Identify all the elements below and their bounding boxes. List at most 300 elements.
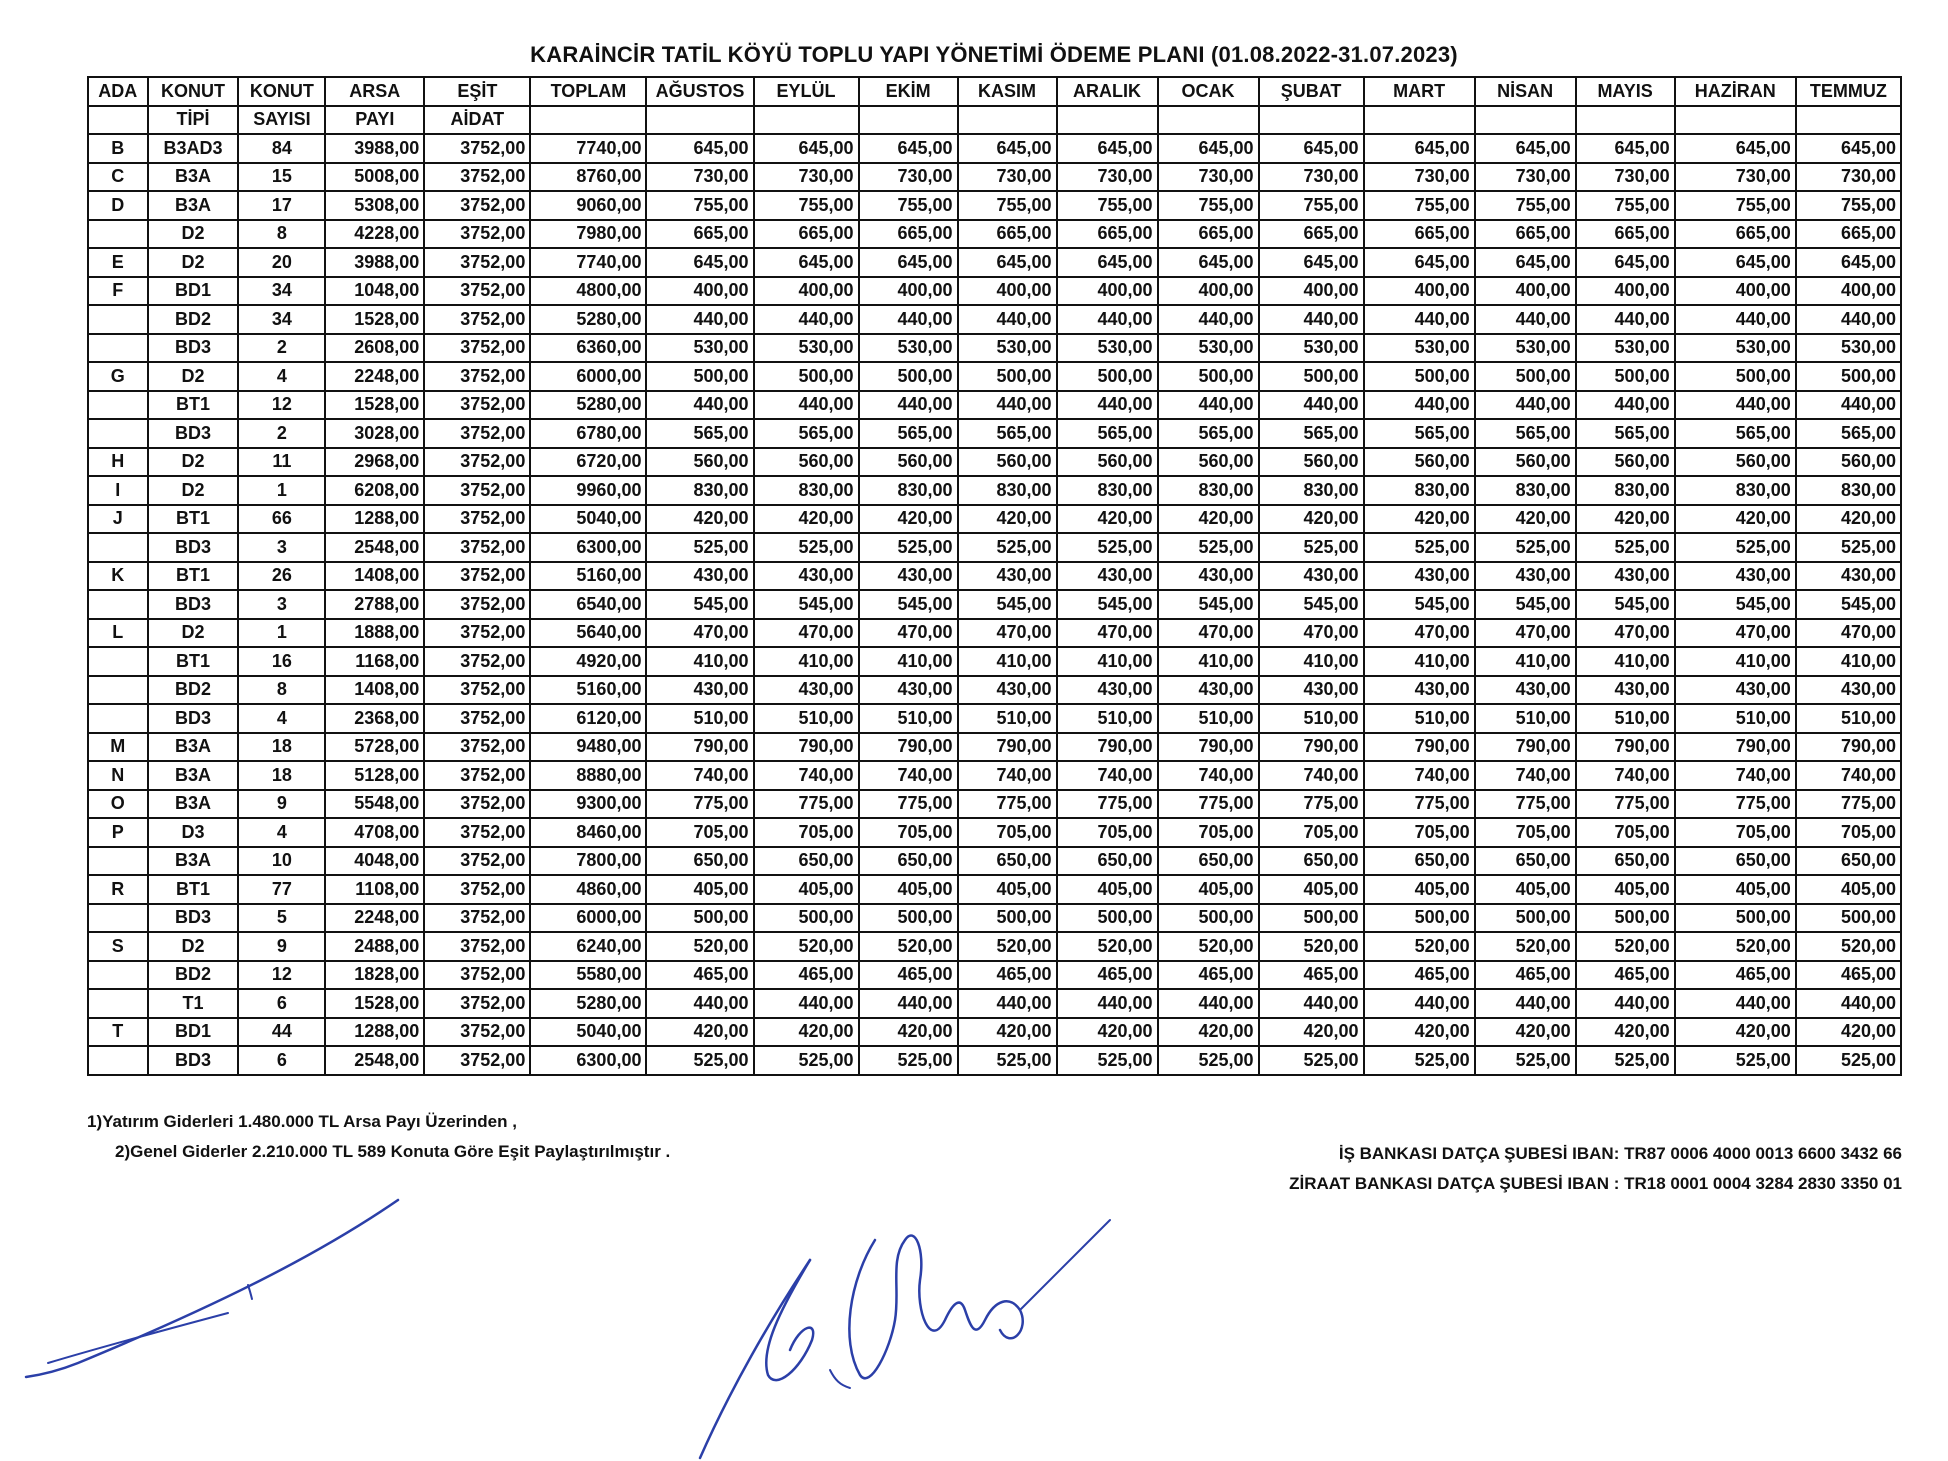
monthly-payment-cell: 560,00 [1475,448,1576,477]
monthly-payment-cell: 410,00 [1158,647,1259,676]
monthly-payment-cell: 520,00 [859,932,958,961]
monthly-payment-cell: 525,00 [958,1046,1057,1075]
monthly-payment-cell: 405,00 [1259,875,1364,904]
monthly-payment-cell: 705,00 [958,818,1057,847]
monthly-payment-cell: 500,00 [859,904,958,933]
ada-cell [88,334,148,363]
konut-tipi-cell: BD3 [148,533,239,562]
toplam-cell: 7740,00 [530,134,646,163]
toplam-cell: 6780,00 [530,419,646,448]
monthly-payment-cell: 440,00 [646,989,753,1018]
monthly-payment-cell: 545,00 [1158,590,1259,619]
monthly-payment-cell: 430,00 [1576,676,1675,705]
monthly-payment-cell: 560,00 [1796,448,1901,477]
monthly-payment-cell: 420,00 [1259,505,1364,534]
monthly-payment-cell: 500,00 [1057,362,1158,391]
konut-tipi-cell: BD3 [148,704,239,733]
monthly-payment-cell: 465,00 [754,961,859,990]
monthly-payment-cell: 650,00 [1259,847,1364,876]
monthly-payment-cell: 830,00 [1796,476,1901,505]
konut-tipi-cell: D2 [148,448,239,477]
table-row [88,419,1901,448]
monthly-payment-cell: 510,00 [646,704,753,733]
monthly-payment-cell: 705,00 [859,818,958,847]
monthly-payment-cell: 470,00 [859,619,958,648]
monthly-payment-cell: 645,00 [1675,134,1796,163]
monthly-payment-cell: 420,00 [958,505,1057,534]
monthly-payment-cell: 740,00 [1475,761,1576,790]
monthly-payment-cell: 740,00 [958,761,1057,790]
monthly-payment-cell: 440,00 [754,305,859,334]
esit-aidat-cell: 3752,00 [424,248,530,277]
monthly-payment-cell: 525,00 [1364,533,1475,562]
monthly-payment-cell: 665,00 [1057,220,1158,249]
ada-cell [88,847,148,876]
esit-aidat-cell: 3752,00 [424,476,530,505]
monthly-payment-cell: 420,00 [1475,1018,1576,1047]
monthly-payment-cell: 430,00 [1675,676,1796,705]
esit-aidat-cell: 3752,00 [424,733,530,762]
monthly-payment-cell: 530,00 [1259,334,1364,363]
monthly-payment-cell: 465,00 [1675,961,1796,990]
ada-cell: P [88,818,148,847]
monthly-payment-cell: 705,00 [754,818,859,847]
monthly-payment-cell: 465,00 [1576,961,1675,990]
konut-tipi-cell: D2 [148,476,239,505]
arsa-payi-cell: 5008,00 [325,163,424,192]
column-subheader [859,106,958,135]
monthly-payment-cell: 400,00 [859,277,958,306]
header-row-1 [88,77,1901,106]
monthly-payment-cell: 470,00 [646,619,753,648]
monthly-payment-cell: 645,00 [1364,248,1475,277]
monthly-payment-cell: 560,00 [1675,448,1796,477]
monthly-payment-cell: 775,00 [1475,790,1576,819]
column-subheader [530,106,646,135]
monthly-payment-cell: 510,00 [958,704,1057,733]
monthly-payment-cell: 755,00 [646,191,753,220]
monthly-payment-cell: 530,00 [1796,334,1901,363]
monthly-payment-cell: 665,00 [1259,220,1364,249]
monthly-payment-cell: 410,00 [1675,647,1796,676]
toplam-cell: 9060,00 [530,191,646,220]
monthly-payment-cell: 400,00 [1158,277,1259,306]
monthly-payment-cell: 775,00 [754,790,859,819]
monthly-payment-cell: 430,00 [1475,676,1576,705]
monthly-payment-cell: 525,00 [1796,1046,1901,1075]
monthly-payment-cell: 470,00 [754,619,859,648]
esit-aidat-cell: 3752,00 [424,220,530,249]
arsa-payi-cell: 2368,00 [325,704,424,733]
monthly-payment-cell: 565,00 [1475,419,1576,448]
ada-cell [88,961,148,990]
monthly-payment-cell: 405,00 [646,875,753,904]
monthly-payment-cell: 665,00 [1364,220,1475,249]
monthly-payment-cell: 740,00 [754,761,859,790]
monthly-payment-cell: 775,00 [1158,790,1259,819]
monthly-payment-cell: 420,00 [958,1018,1057,1047]
table-row [88,191,1901,220]
esit-aidat-cell: 3752,00 [424,391,530,420]
toplam-cell: 4800,00 [530,277,646,306]
monthly-payment-cell: 440,00 [1475,305,1576,334]
table-row [88,248,1901,277]
column-header: KONUT [148,77,239,106]
monthly-payment-cell: 830,00 [1364,476,1475,505]
konut-sayisi-cell: 17 [238,191,325,220]
monthly-payment-cell: 730,00 [958,163,1057,192]
ada-cell [88,647,148,676]
ada-cell: S [88,932,148,961]
table-row [88,875,1901,904]
monthly-payment-cell: 400,00 [646,277,753,306]
monthly-payment-cell: 545,00 [1576,590,1675,619]
table-row [88,847,1901,876]
toplam-cell: 6360,00 [530,334,646,363]
ada-cell: T [88,1018,148,1047]
monthly-payment-cell: 530,00 [1675,334,1796,363]
monthly-payment-cell: 775,00 [1364,790,1475,819]
monthly-payment-cell: 525,00 [859,1046,958,1075]
table-row [88,1018,1901,1047]
monthly-payment-cell: 645,00 [958,134,1057,163]
monthly-payment-cell: 775,00 [1796,790,1901,819]
konut-sayisi-cell: 15 [238,163,325,192]
monthly-payment-cell: 465,00 [859,961,958,990]
column-header: ARALIK [1057,77,1158,106]
arsa-payi-cell: 1168,00 [325,647,424,676]
monthly-payment-cell: 665,00 [958,220,1057,249]
monthly-payment-cell: 530,00 [1057,334,1158,363]
toplam-cell: 6540,00 [530,590,646,619]
monthly-payment-cell: 525,00 [754,533,859,562]
ada-cell [88,989,148,1018]
arsa-payi-cell: 1528,00 [325,391,424,420]
column-subheader [754,106,859,135]
monthly-payment-cell: 500,00 [1364,904,1475,933]
ada-cell: M [88,733,148,762]
monthly-payment-cell: 430,00 [859,676,958,705]
konut-sayisi-cell: 34 [238,277,325,306]
monthly-payment-cell: 420,00 [646,1018,753,1047]
konut-sayisi-cell: 11 [238,448,325,477]
monthly-payment-cell: 525,00 [1057,533,1158,562]
monthly-payment-cell: 755,00 [859,191,958,220]
monthly-payment-cell: 775,00 [1675,790,1796,819]
monthly-payment-cell: 430,00 [646,676,753,705]
monthly-payment-cell: 500,00 [958,904,1057,933]
monthly-payment-cell: 430,00 [1576,562,1675,591]
monthly-payment-cell: 400,00 [1796,277,1901,306]
esit-aidat-cell: 3752,00 [424,847,530,876]
monthly-payment-cell: 775,00 [646,790,753,819]
konut-sayisi-cell: 34 [238,305,325,334]
monthly-payment-cell: 705,00 [1576,818,1675,847]
esit-aidat-cell: 3752,00 [424,191,530,220]
monthly-payment-cell: 645,00 [1576,134,1675,163]
table-row [88,448,1901,477]
monthly-payment-cell: 650,00 [646,847,753,876]
monthly-payment-cell: 440,00 [1259,391,1364,420]
esit-aidat-cell: 3752,00 [424,419,530,448]
monthly-payment-cell: 645,00 [1259,248,1364,277]
column-subheader [88,106,148,135]
esit-aidat-cell: 3752,00 [424,362,530,391]
ada-cell [88,704,148,733]
monthly-payment-cell: 830,00 [958,476,1057,505]
monthly-payment-cell: 430,00 [1057,562,1158,591]
monthly-payment-cell: 500,00 [1364,362,1475,391]
monthly-payment-cell: 645,00 [1796,248,1901,277]
column-header: MAYIS [1576,77,1675,106]
konut-sayisi-cell: 2 [238,334,325,363]
konut-tipi-cell: B3A [148,761,239,790]
monthly-payment-cell: 525,00 [1576,1046,1675,1075]
ada-cell: C [88,163,148,192]
monthly-payment-cell: 430,00 [754,562,859,591]
esit-aidat-cell: 3752,00 [424,134,530,163]
arsa-payi-cell: 1288,00 [325,505,424,534]
ada-cell [88,904,148,933]
table-row [88,334,1901,363]
monthly-payment-cell: 420,00 [859,505,958,534]
monthly-payment-cell: 405,00 [1158,875,1259,904]
monthly-payment-cell: 400,00 [1364,277,1475,306]
konut-sayisi-cell: 84 [238,134,325,163]
toplam-cell: 4920,00 [530,647,646,676]
toplam-cell: 5280,00 [530,989,646,1018]
monthly-payment-cell: 440,00 [754,989,859,1018]
monthly-payment-cell: 740,00 [1057,761,1158,790]
monthly-payment-cell: 400,00 [958,277,1057,306]
monthly-payment-cell: 525,00 [1057,1046,1158,1075]
arsa-payi-cell: 3988,00 [325,134,424,163]
table-row [88,818,1901,847]
table-row [88,362,1901,391]
monthly-payment-cell: 645,00 [1259,134,1364,163]
monthly-payment-cell: 430,00 [1158,562,1259,591]
column-header: AĞUSTOS [646,77,753,106]
monthly-payment-cell: 645,00 [754,248,859,277]
column-header: OCAK [1158,77,1259,106]
arsa-payi-cell: 2788,00 [325,590,424,619]
monthly-payment-cell: 440,00 [1364,989,1475,1018]
monthly-payment-cell: 430,00 [859,562,958,591]
konut-tipi-cell: BD3 [148,1046,239,1075]
monthly-payment-cell: 645,00 [646,248,753,277]
konut-tipi-cell: BD2 [148,676,239,705]
monthly-payment-cell: 530,00 [1576,334,1675,363]
monthly-payment-cell: 440,00 [958,391,1057,420]
monthly-payment-cell: 520,00 [754,932,859,961]
monthly-payment-cell: 440,00 [1675,391,1796,420]
esit-aidat-cell: 3752,00 [424,875,530,904]
esit-aidat-cell: 3752,00 [424,676,530,705]
esit-aidat-cell: 3752,00 [424,277,530,306]
ada-cell [88,590,148,619]
monthly-payment-cell: 510,00 [859,704,958,733]
konut-sayisi-cell: 10 [238,847,325,876]
arsa-payi-cell: 2488,00 [325,932,424,961]
monthly-payment-cell: 645,00 [1158,248,1259,277]
monthly-payment-cell: 440,00 [1576,989,1675,1018]
monthly-payment-cell: 560,00 [1057,448,1158,477]
monthly-payment-cell: 440,00 [1158,391,1259,420]
table-row [88,904,1901,933]
monthly-payment-cell: 405,00 [1057,875,1158,904]
konut-sayisi-cell: 44 [238,1018,325,1047]
monthly-payment-cell: 705,00 [1675,818,1796,847]
ada-cell [88,305,148,334]
toplam-cell: 9480,00 [530,733,646,762]
toplam-cell: 7980,00 [530,220,646,249]
monthly-payment-cell: 650,00 [1475,847,1576,876]
monthly-payment-cell: 545,00 [646,590,753,619]
monthly-payment-cell: 790,00 [1158,733,1259,762]
monthly-payment-cell: 440,00 [1475,391,1576,420]
column-subheader [958,106,1057,135]
column-header: KONUT [238,77,325,106]
monthly-payment-cell: 790,00 [859,733,958,762]
monthly-payment-cell: 430,00 [1475,562,1576,591]
monthly-payment-cell: 565,00 [646,419,753,448]
note-investment-costs: 1)Yatırım Giderleri 1.480.000 TL Arsa Payı Üzerinden , [87,1112,517,1131]
konut-tipi-cell: B3AD3 [148,134,239,163]
monthly-payment-cell: 560,00 [859,448,958,477]
monthly-payment-cell: 420,00 [1576,1018,1675,1047]
esit-aidat-cell: 3752,00 [424,533,530,562]
monthly-payment-cell: 440,00 [1475,989,1576,1018]
column-subheader [1576,106,1675,135]
monthly-payment-cell: 440,00 [1158,305,1259,334]
esit-aidat-cell: 3752,00 [424,704,530,733]
monthly-payment-cell: 500,00 [1158,904,1259,933]
monthly-payment-cell: 420,00 [754,1018,859,1047]
monthly-payment-cell: 775,00 [1576,790,1675,819]
column-header: ŞUBAT [1259,77,1364,106]
konut-sayisi-cell: 9 [238,790,325,819]
konut-tipi-cell: B3A [148,191,239,220]
column-subheader [1057,106,1158,135]
monthly-payment-cell: 400,00 [1675,277,1796,306]
toplam-cell: 7800,00 [530,847,646,876]
monthly-payment-cell: 500,00 [1475,904,1576,933]
konut-sayisi-cell: 3 [238,590,325,619]
monthly-payment-cell: 440,00 [1675,989,1796,1018]
arsa-payi-cell: 3988,00 [325,248,424,277]
monthly-payment-cell: 530,00 [754,334,859,363]
konut-tipi-cell: BD3 [148,590,239,619]
table-row [88,305,1901,334]
monthly-payment-cell: 665,00 [1475,220,1576,249]
table-row [88,220,1901,249]
monthly-payment-cell: 510,00 [1576,704,1675,733]
monthly-payment-cell: 400,00 [754,277,859,306]
toplam-cell: 6300,00 [530,533,646,562]
monthly-payment-cell: 440,00 [958,305,1057,334]
monthly-payment-cell: 440,00 [646,391,753,420]
monthly-payment-cell: 790,00 [1796,733,1901,762]
monthly-payment-cell: 525,00 [859,533,958,562]
payment-plan-table [87,76,1902,1076]
monthly-payment-cell: 755,00 [1057,191,1158,220]
konut-sayisi-cell: 77 [238,875,325,904]
monthly-payment-cell: 525,00 [646,1046,753,1075]
monthly-payment-cell: 410,00 [1057,647,1158,676]
monthly-payment-cell: 510,00 [1057,704,1158,733]
monthly-payment-cell: 520,00 [1576,932,1675,961]
konut-sayisi-cell: 6 [238,1046,325,1075]
monthly-payment-cell: 650,00 [1057,847,1158,876]
arsa-payi-cell: 5548,00 [325,790,424,819]
column-subheader [1364,106,1475,135]
monthly-payment-cell: 705,00 [1057,818,1158,847]
arsa-payi-cell: 5728,00 [325,733,424,762]
column-header: KASIM [958,77,1057,106]
monthly-payment-cell: 500,00 [1057,904,1158,933]
table-row [88,761,1901,790]
monthly-payment-cell: 420,00 [1364,1018,1475,1047]
monthly-payment-cell: 565,00 [1259,419,1364,448]
monthly-payment-cell: 410,00 [1796,647,1901,676]
monthly-payment-cell: 420,00 [1475,505,1576,534]
table-row [88,647,1901,676]
monthly-payment-cell: 500,00 [1675,904,1796,933]
monthly-payment-cell: 650,00 [958,847,1057,876]
monthly-payment-cell: 440,00 [1796,305,1901,334]
monthly-payment-cell: 740,00 [1158,761,1259,790]
monthly-payment-cell: 520,00 [1475,932,1576,961]
monthly-payment-cell: 830,00 [754,476,859,505]
monthly-payment-cell: 650,00 [859,847,958,876]
monthly-payment-cell: 755,00 [1576,191,1675,220]
ada-cell [88,419,148,448]
monthly-payment-cell: 565,00 [1158,419,1259,448]
monthly-payment-cell: 755,00 [1475,191,1576,220]
monthly-payment-cell: 790,00 [1475,733,1576,762]
arsa-payi-cell: 2248,00 [325,904,424,933]
monthly-payment-cell: 420,00 [859,1018,958,1047]
monthly-payment-cell: 465,00 [1259,961,1364,990]
monthly-payment-cell: 470,00 [1158,619,1259,648]
monthly-payment-cell: 465,00 [1364,961,1475,990]
arsa-payi-cell: 2608,00 [325,334,424,363]
monthly-payment-cell: 665,00 [754,220,859,249]
arsa-payi-cell: 1888,00 [325,619,424,648]
konut-sayisi-cell: 20 [238,248,325,277]
monthly-payment-cell: 405,00 [958,875,1057,904]
monthly-payment-cell: 525,00 [1675,1046,1796,1075]
monthly-payment-cell: 665,00 [859,220,958,249]
monthly-payment-cell: 790,00 [958,733,1057,762]
monthly-payment-cell: 500,00 [1576,904,1675,933]
esit-aidat-cell: 3752,00 [424,647,530,676]
monthly-payment-cell: 500,00 [1796,904,1901,933]
monthly-payment-cell: 545,00 [1057,590,1158,619]
monthly-payment-cell: 665,00 [646,220,753,249]
konut-tipi-cell: BT1 [148,562,239,591]
ada-cell [88,391,148,420]
toplam-cell: 5040,00 [530,505,646,534]
monthly-payment-cell: 730,00 [1675,163,1796,192]
monthly-payment-cell: 545,00 [1675,590,1796,619]
konut-tipi-cell: BD3 [148,334,239,363]
arsa-payi-cell: 4228,00 [325,220,424,249]
monthly-payment-cell: 400,00 [1576,277,1675,306]
arsa-payi-cell: 2248,00 [325,362,424,391]
monthly-payment-cell: 465,00 [1158,961,1259,990]
monthly-payment-cell: 730,00 [1158,163,1259,192]
